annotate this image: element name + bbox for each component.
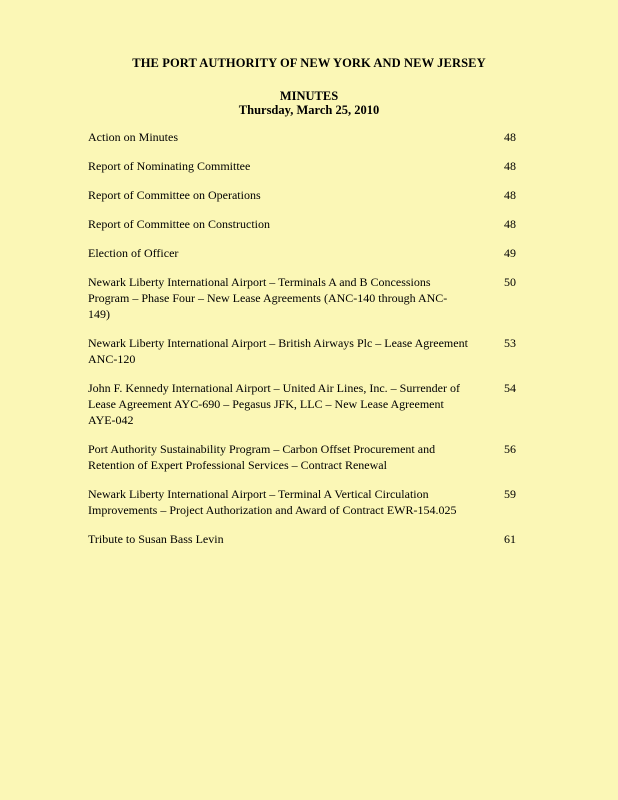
toc-item — [88, 380, 516, 428]
toc-item — [88, 216, 516, 232]
toc-item-title: Report of Committee on Construction — [88, 217, 270, 231]
toc-item-title: Election of Officer — [88, 246, 179, 260]
toc-item-title: Newark Liberty International Airport – British Airways Plc – Lease Agreement ANC-120 — [88, 336, 468, 366]
minutes-heading: MINUTES — [279, 89, 339, 103]
toc-item-title: Port Authority Sustainability Program – Carbon Offset Procurement and Retention of Expert Professional Services – Contract Renewal — [88, 442, 436, 472]
toc-item-page: 48 — [504, 217, 516, 231]
toc-item-title: Newark Liberty International Airport – Terminals A and B Concessions Program – Phase Four – New Lease Agreements (ANC-140 through ANC-149) — [88, 275, 448, 321]
toc-item-title: John F. Kennedy International Airport – United Air Lines, Inc. – Surrender of Lease Agreement AYC-690 – Pegasus JFK, LLC – New Lease Agreement AYE-042 — [88, 381, 460, 427]
toc-item-title: Action on Minutes — [88, 130, 178, 144]
meeting-date: Thursday, March 25, 2010 — [238, 103, 380, 117]
toc-item — [88, 129, 516, 145]
organization-heading: THE PORT AUTHORITY OF NEW YORK AND NEW JERSEY — [132, 56, 486, 70]
toc-item-title: Report of Committee on Operations — [88, 188, 261, 202]
table-of-contents — [88, 129, 516, 560]
toc-item-title: Report of Nominating Committee — [88, 159, 251, 173]
toc-item-page: 56 — [504, 442, 516, 456]
toc-item — [88, 158, 516, 174]
toc-item-page: 48 — [504, 159, 516, 173]
toc-item-title: Newark Liberty International Airport – Terminal A Vertical Circulation Improvements – Project Authorization and Award of Contract EWR-154.025 — [88, 487, 457, 517]
toc-item — [88, 441, 516, 473]
toc-item — [88, 335, 516, 367]
toc-item — [88, 187, 516, 203]
toc-item — [88, 245, 516, 261]
toc-item-page: 53 — [504, 336, 516, 350]
toc-item-page: 59 — [504, 487, 516, 501]
toc-item — [88, 274, 516, 322]
toc-item-page: 50 — [504, 275, 516, 289]
toc-item-page: 48 — [504, 130, 516, 144]
toc-item-page: 49 — [504, 246, 516, 260]
toc-item-page: 48 — [504, 188, 516, 202]
toc-item — [88, 486, 516, 518]
toc-item-page: 61 — [504, 532, 516, 546]
toc-item-title: Tribute to Susan Bass Levin — [88, 532, 224, 546]
toc-item — [88, 531, 516, 547]
toc-item-page: 54 — [504, 381, 516, 395]
